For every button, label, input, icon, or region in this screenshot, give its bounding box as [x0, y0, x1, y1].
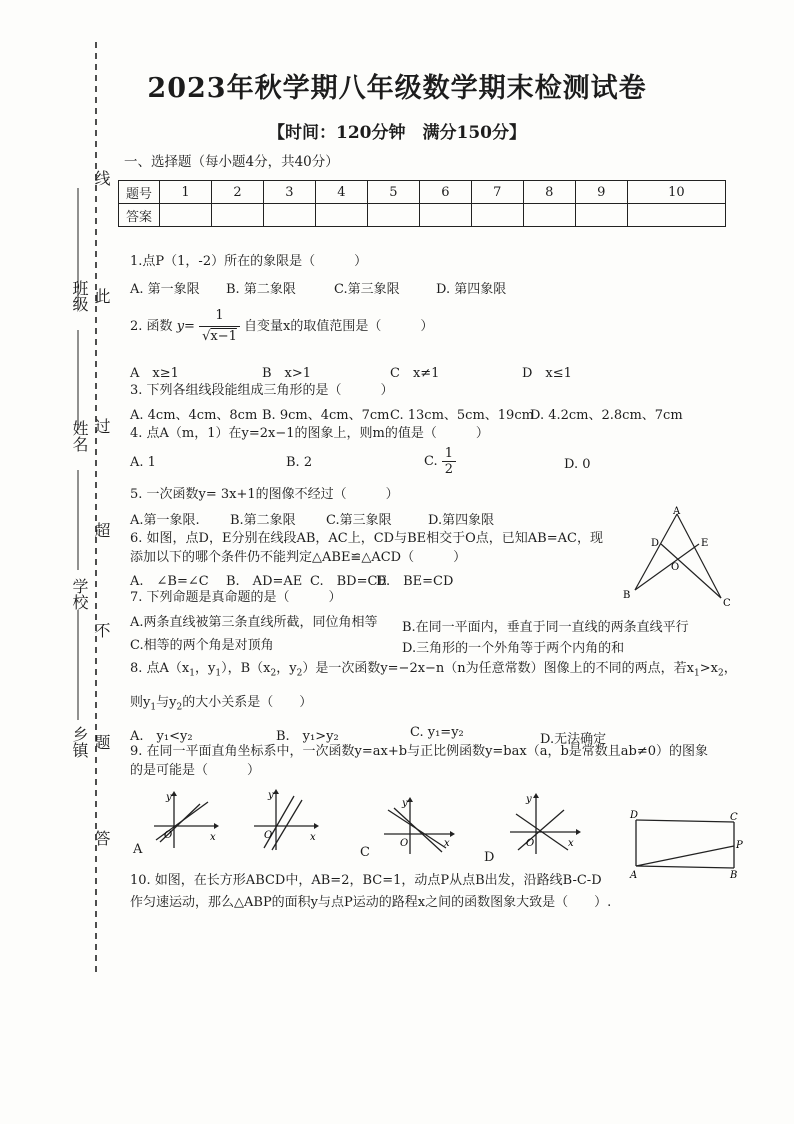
margin-label-name: 姓名 — [70, 420, 89, 452]
margin-label-da: 答 — [92, 830, 111, 846]
margin-label-bu: 不 — [92, 622, 111, 638]
q5-option-a: A.第一象限. — [130, 513, 200, 528]
q8-text-c: ），B（x — [221, 661, 271, 676]
answer-cell[interactable] — [471, 204, 523, 227]
q9-c-axis-y: y — [402, 798, 408, 809]
q4-option-c — [424, 446, 456, 477]
question-6-line2: 添加以下的哪个条件仍不能判定△ABE≌△ACD（ ） — [130, 550, 467, 565]
table-row — [119, 181, 726, 204]
q4-option-d: D. 0 — [564, 457, 591, 472]
question-number: 8 — [523, 181, 575, 204]
question-5-stem: 5. 一次函数y= 3x+1的图像不经过（ ） — [130, 487, 399, 502]
q8-text-g: ， — [723, 661, 737, 676]
q2-radicand: x−1 — [210, 329, 237, 344]
q1-option-d: D. 第四象限 — [436, 282, 507, 297]
answer-cell[interactable] — [575, 204, 627, 227]
question-number: 9 — [575, 181, 627, 204]
q5-option-b: B.第二象限 — [230, 513, 296, 528]
margin-label-class: 班级 — [70, 280, 89, 312]
q5-option-c: C.第三象限 — [326, 513, 392, 528]
q8-sub: 2 — [717, 668, 724, 679]
q9-graph-a — [150, 790, 220, 850]
q8-text-i: 与y — [156, 695, 177, 710]
row-label: 题号 — [119, 181, 160, 204]
q8-text-j: 的大小关系是（ ） — [182, 695, 313, 710]
question-1-stem: 1.点P（1，-2）所在的象限是（ ） — [130, 254, 368, 269]
margin-label-school: 学校 — [70, 578, 89, 610]
q3-option-c: C. 13cm、5cm、19cm — [390, 408, 534, 423]
q2-fraction-num: 1 — [199, 306, 240, 327]
question-2-stem — [130, 306, 433, 347]
q2-option-c: C x≠1 — [390, 366, 440, 381]
q10-label-d: D — [630, 810, 639, 821]
q10-label-c: C — [730, 812, 738, 823]
q9-graph-c — [380, 796, 460, 856]
margin-label-guo: 过 — [92, 418, 111, 434]
q9-b-axis-x: x — [310, 832, 316, 843]
q6-label-b: B — [623, 590, 631, 601]
question-8-line1 — [130, 660, 737, 683]
page-subtitle: 【时间：120分钟 满分150分】 — [268, 123, 526, 143]
answer-cell[interactable] — [263, 204, 315, 227]
margin-label-ci: 此 — [92, 288, 111, 304]
answer-cell[interactable] — [160, 204, 212, 227]
question-7-stem: 7. 下列命题是真命题的是（ ） — [130, 590, 342, 605]
q6-triangle-figure — [615, 506, 740, 608]
question-number: 4 — [315, 181, 367, 204]
answer-cell[interactable] — [523, 204, 575, 227]
question-number: 7 — [471, 181, 523, 204]
q8-option-c: C. y₁=y₂ — [410, 725, 464, 740]
q10-label-b: B — [730, 870, 738, 880]
margin-label-xian: 线 — [92, 170, 111, 186]
q2-eq: = — [184, 319, 195, 334]
margin-label-town: 乡镇 — [70, 726, 89, 758]
q9-option-a: A — [133, 842, 143, 857]
q9-d-axis-y: y — [526, 794, 532, 805]
question-4-stem: 4. 点A（m，1）在y=2x−1的图象上，则m的值是（ ） — [130, 426, 489, 441]
q8-text-a: 8. 点A（x — [130, 661, 190, 676]
q2-y: y — [176, 319, 185, 334]
q6-label-d: D — [651, 538, 660, 549]
q2-option-d: D x≤1 — [522, 366, 572, 381]
q9-d-axis-x: x — [568, 838, 574, 849]
answer-cell[interactable] — [315, 204, 367, 227]
page-title: 2023年秋学期八年级数学期末检测试卷 — [147, 73, 647, 104]
question-9-line2: 的是可能是（ ） — [130, 763, 261, 778]
q8-sub: 1 — [215, 668, 222, 679]
q4-option-c-label: C. — [424, 454, 438, 469]
q10-label-a: A — [630, 870, 638, 880]
q8-text-e: ）是一次函数y=−2x−n（n为任意常数）图像上的不同的两点，若x — [302, 661, 695, 676]
margin-label-ti: 题 — [92, 734, 111, 750]
q10-label-p: P — [736, 840, 743, 851]
q8-text-f: >x — [699, 661, 718, 676]
q2-fraction-den: √x−1 — [202, 329, 237, 344]
question-3-stem: 3. 下列各组线段能组成三角形的是（ ） — [130, 383, 394, 398]
q4-fraction-num: 1 — [442, 446, 456, 462]
q2-fraction — [199, 306, 240, 347]
q6-label-a: A — [673, 506, 681, 517]
q8-option-a: A. y₁<y₂ — [130, 729, 193, 744]
question-number: 6 — [419, 181, 471, 204]
q9-graph-b — [250, 788, 320, 854]
q8-text-d: ，y — [276, 661, 297, 676]
q8-sub: 2 — [270, 668, 277, 679]
answer-cell[interactable] — [367, 204, 419, 227]
q4-option-b: B. 2 — [286, 455, 313, 470]
answer-cell[interactable] — [419, 204, 471, 227]
row-label: 答案 — [119, 204, 160, 227]
q9-a-axis-y: y — [166, 792, 172, 803]
q2-option-a: A x≥1 — [130, 366, 179, 381]
q9-a-origin: O — [164, 830, 173, 841]
q1-option-c: C.第三象限 — [334, 282, 400, 297]
question-number: 2 — [211, 181, 263, 204]
margin-label-chao: 超 — [92, 522, 111, 538]
q8-sub: 2 — [176, 702, 183, 713]
q8-text-b: ，y — [195, 661, 216, 676]
answer-table — [118, 180, 726, 227]
q1-option-a: A. 第一象限 — [130, 282, 200, 297]
q9-c-origin: O — [400, 838, 409, 849]
question-8-line2 — [130, 694, 312, 717]
q9-d-origin: O — [526, 838, 535, 849]
table-row — [119, 204, 726, 227]
q4-option-a: A. 1 — [130, 455, 156, 470]
q2-prefix: 2. 函数 — [130, 319, 173, 334]
q9-option-d: D — [484, 850, 495, 865]
q9-b-axis-y: y — [268, 790, 274, 801]
q6-label-o: O — [671, 562, 680, 573]
question-number: 10 — [627, 181, 725, 204]
q3-option-b: B. 9cm、4cm、7cm — [262, 408, 390, 423]
q7-option-d: D.三角形的一个外角等于两个内角的和 — [402, 641, 625, 656]
q6-option-b: B. AD=AE — [226, 574, 303, 589]
q6-option-c: C. BD=CE — [310, 574, 387, 589]
q7-option-b: B.在同一平面内，垂直于同一直线的两条直线平行 — [402, 620, 689, 635]
q8-sub: 1 — [694, 668, 700, 679]
q8-sub: 1 — [150, 702, 157, 713]
q4-fraction — [442, 446, 456, 477]
q7-option-a: A.两条直线被第三条直线所截，同位角相等 — [130, 615, 378, 630]
q2-option-b: B x>1 — [262, 366, 312, 381]
question-6-line1: 6. 如图，点D，E分别在线段AB，AC上，CD与BE相交于O点，已知AB=AC，现 — [130, 531, 603, 546]
q9-a-axis-x: x — [210, 832, 216, 843]
q5-option-d: D.第四象限 — [428, 513, 495, 528]
q6-option-d: D. BE=CD — [376, 574, 454, 589]
q9-b-origin: O — [264, 830, 273, 841]
q9-graph-d — [506, 792, 586, 858]
answer-cell[interactable] — [627, 204, 725, 227]
q8-sub: 2 — [296, 668, 303, 679]
q3-option-d: D. 4.2cm、2.8cm、7cm — [530, 408, 683, 423]
question-number: 5 — [367, 181, 419, 204]
answer-cell[interactable] — [211, 204, 263, 227]
question-10-line2: 作匀速运动，那么△ABP的面积y与点P运动的路程x之间的函数图象大致是（ ）. — [130, 895, 612, 910]
q10-rectangle-figure — [626, 806, 744, 880]
q7-option-c: C.相等的两个角是对顶角 — [130, 638, 274, 653]
question-10-line1: 10. 如图，在长方形ABCD中，AB=2，BC=1，动点P从点B出发，沿路线B-C-D — [130, 873, 602, 888]
q6-label-e: E — [701, 538, 709, 549]
q9-option-c: C — [360, 845, 370, 860]
question-number: 1 — [160, 181, 212, 204]
q6-label-c: C — [723, 598, 731, 608]
q9-c-axis-x: x — [444, 838, 450, 849]
q8-sub: 1 — [189, 668, 195, 679]
q3-option-a: A. 4cm、4cm、8cm — [130, 408, 258, 423]
q8-option-d: D.无法确定 — [540, 732, 607, 747]
q6-option-a: A. ∠B=∠C — [130, 574, 209, 589]
section-heading: 一、选择题（每小题4分，共40分） — [124, 154, 339, 170]
question-number: 3 — [263, 181, 315, 204]
q4-fraction-den: 2 — [444, 462, 454, 477]
question-9-line1: 9. 在同一平面直角坐标系中，一次函数y=ax+b与正比例函数y=bax（a，b是常数且ab≠0）的图象 — [130, 744, 709, 759]
q8-text-h: 则y — [130, 695, 151, 710]
q8-option-b: B. y₁>y₂ — [276, 729, 339, 744]
q2-suffix: 自变量x的取值范围是（ ） — [244, 319, 434, 334]
q1-option-b: B. 第二象限 — [226, 282, 296, 297]
